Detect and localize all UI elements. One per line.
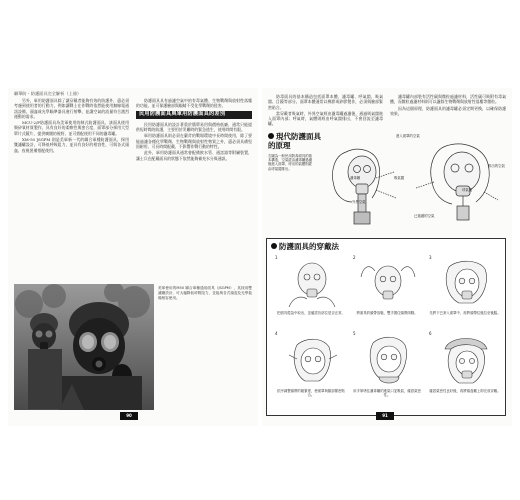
paragraph: 軍用防護面具則必須在嚴苛的戰場環境中長時間使用，除了要能過濾各種化學戰劑、生物戰劑與放射性物質之外，還必須具備堅固耐用、可長時間配戴、不影響作戰行動的特性。 [136, 133, 252, 150]
step-caption: 確認氣密性良好後，再將頭盔戴上即完成穿戴。 [429, 389, 501, 393]
principle-section-title: 現代防護面具的原理 [268, 132, 321, 150]
left-column-2 [136, 98, 252, 288]
right-column-1 [268, 94, 383, 128]
paragraph: MCU-2/P防護面具為美軍使用的制式防護面具，該面具使用聚矽氧材質製作，具有良好的柔軟性與密合度，面罩部分採用大型單片式鏡片，提供廣闊的視野，並可搭配使用不同的濾毒罐。 [14, 120, 129, 136]
gas-mask-soldier-photo [14, 284, 154, 410]
step-illustration [433, 333, 499, 387]
step-caption: 將面具的頭帶放鬆，雙手握住頭帶兩側。 [356, 311, 418, 315]
step-number: 4 [275, 331, 278, 336]
donning-steps-panel [266, 238, 506, 416]
step-illustration [355, 257, 421, 309]
step-illustration [355, 333, 421, 387]
paragraph: 防護面具具有過濾空氣中的有毒氣體、生物戰劑與放射性落塵的功能，並可保護臉部與眼睛不受化學戰劑的侵害。 [136, 98, 252, 109]
paragraph: XM-50 JSGPM 則是美軍新一代的聯合軍種防護面具，採用雙濾罐設計，可降低呼吸阻力，並具有良好的相容性，可與各式頭盔、夜視裝備搭配使用。 [14, 137, 129, 153]
paragraph: 濾毒罐內部裝有活性碳與微粒過濾材料，活性碳可吸附有毒氣體，而微粒過濾材料則可以濾除生物戰劑與放射性落塵等微粒。 [390, 94, 506, 105]
bullet-icon [268, 133, 274, 139]
diagram-label-exhale-valve: 呼氣閥 [462, 188, 473, 192]
step-caption: 先將下巴套入面罩中，再將頭帶往後拉至後腦。 [429, 311, 501, 315]
paragraph: 防毒面具的基本構造包括面罩本體、濾毒罐、呼氣閥、吸氣閥、目鏡等部分。面罩本體通常以橡膠或矽膠製作，必須與臉部緊密貼合。 [268, 94, 383, 110]
step-illustration [279, 257, 345, 309]
gas-mask-principle-diagram [316, 132, 506, 230]
paragraph: 此外，軍用防護面具通常會配備飲水管、通話器等附屬裝置，讓士兵在配戴面具的狀態下依然能夠補充水分與通訊。 [136, 150, 252, 161]
page-number: 91 [376, 412, 394, 420]
step-caption: 依序調整頭帶的鬆緊度，使面罩與臉部緊密貼合。 [277, 389, 345, 398]
left-column-1 [14, 98, 129, 288]
step-number: 3 [429, 255, 432, 260]
diagram-label-outside-air: 外界空氣 [352, 200, 366, 204]
step-illustration [279, 333, 345, 387]
paragraph: 另外，軍用防護面具除了讓穿戴者能夠有效的防護外，還必須考慮到使用者的行動力，例如讓戰士在作戰時依然能使用無線電通訊設備、頭盔或光學瞄準器具進行射擊，並讓空氣的流量符合激烈運動的需求。 [14, 98, 129, 119]
principle-description: 右圖為一般民用防毒面具的基本構造，空氣經由濾毒罐過濾後進入面罩，呼出的氣體則經由呼氣閥排出。 [268, 154, 313, 171]
diagram-label-inhale-valve: 吸氣閥 [394, 176, 405, 180]
step-number: 6 [429, 331, 432, 336]
bullet-icon [271, 243, 277, 249]
step-number: 2 [353, 255, 356, 260]
diagram-label-exhaust-air: 排出的空氣 [488, 164, 505, 168]
left-page [8, 88, 258, 426]
diagram-label-incoming-air: 進入面罩的空氣 [396, 134, 420, 138]
paragraph: 因為這個原理，防護面具的濾毒罐必須定期更換，以確保防護效果。 [390, 105, 506, 116]
step-number: 1 [275, 255, 278, 260]
photo-caption: 美軍使用的M50 聯合軍種通用面具（JSGPM），其採用雙濾罐設計，可大幅降低呼吸阻力，並能與各式頭盔及光學裝備相容使用。 [158, 286, 252, 300]
paragraph: 當穿戴者吸氣時，外界空氣經由濾毒罐過濾後，通過吸氣閥進入面罩內部；呼氣時，氣體則經由呼氣閥排出，不會回流至濾毒罐。 [268, 110, 383, 127]
paragraph: 民用防護面具的設計著重於簡單易用與價格低廉，通常只能提供短時間的防護，主要用於災難時的緊急逃生，使用時間有限。 [136, 121, 252, 133]
section-box-title: 民用防護面具與軍用防護面具的差別 [136, 111, 252, 119]
step-illustration [433, 257, 499, 309]
step-caption: 把面具從袋中取出，並確認各部位是否正常。 [277, 311, 345, 315]
diagram-label-canister: 濾毒罐 [350, 176, 361, 180]
right-column-2 [390, 94, 506, 128]
diagram-label-filtered-air: 已過濾的空氣 [414, 214, 435, 218]
right-page [262, 88, 512, 426]
page-number: 90 [120, 412, 138, 420]
step-caption: 用手掌堵住濾毒罐的進氣口並吸氣，確認氣密性。 [353, 389, 421, 398]
steps-section-title: 防護面具的穿戴法 [271, 242, 339, 251]
running-head: 聯華防・防護面具完全解析（上冊） [14, 91, 82, 96]
step-number: 5 [353, 331, 356, 336]
